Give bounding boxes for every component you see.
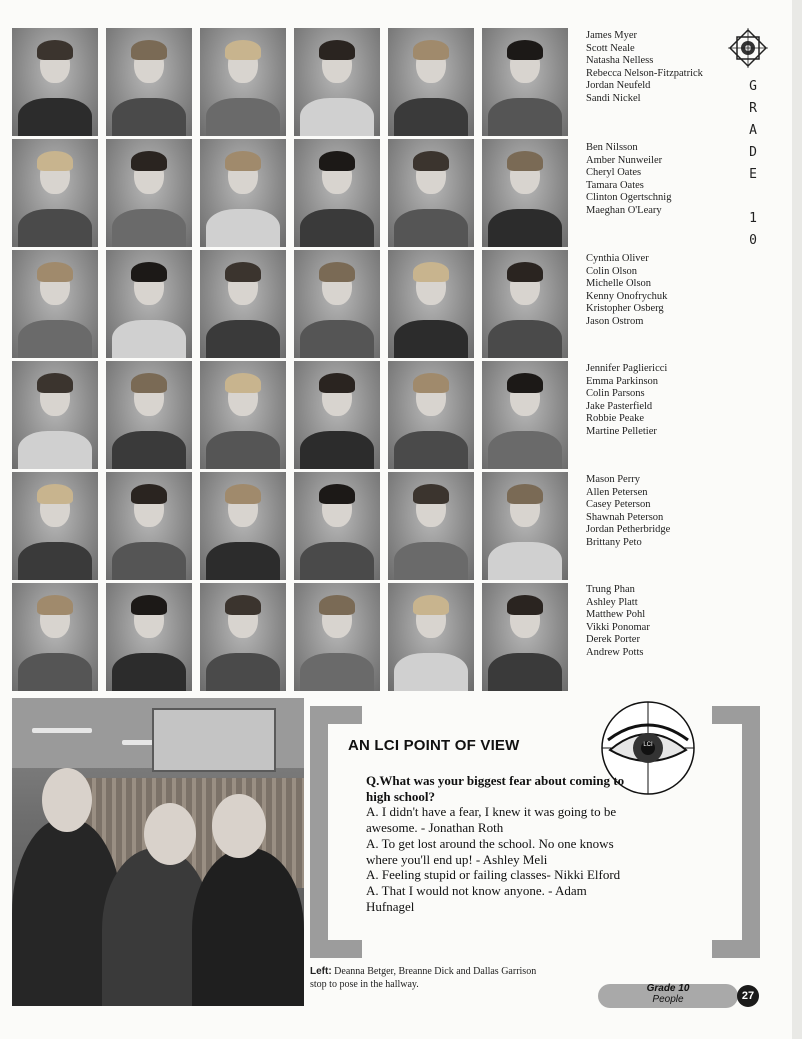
grade-letter: E (749, 167, 757, 182)
portrait-row (12, 361, 572, 469)
student-name: Derek Porter (586, 634, 640, 646)
student-name: Rebecca Nelson-Fitzpatrick (586, 67, 703, 79)
right-bracket (712, 706, 762, 958)
photo-caption (310, 966, 550, 991)
page-number: 27 (737, 985, 759, 1007)
student-portrait (106, 28, 192, 136)
student-portrait (294, 28, 380, 136)
student-name: Ben Nilsson (586, 142, 638, 153)
feature-title: AN LCI POINT OF VIEW (348, 737, 520, 754)
student-portrait (388, 28, 474, 136)
student-portrait (106, 583, 192, 691)
student-portrait (388, 139, 474, 247)
student-name-list (586, 363, 667, 439)
caption-text: Deanna Betger, Breanne Dick and Dallas Garrison stop to pose in the hallway. (310, 966, 537, 990)
student-name: Scott Neale (586, 42, 635, 54)
student-name-list (586, 474, 670, 550)
student-name: Jennifer Pagliericci (586, 363, 668, 374)
feature-answer: A. Feeling stupid or failing classes- Nikki Elford (366, 867, 621, 883)
student-name: Cynthia Oliver (586, 253, 649, 264)
student-portrait (294, 139, 380, 247)
student-name: Trung Phan (586, 584, 635, 595)
feature-question: Q.What was your biggest fear about coming to high school? (366, 773, 625, 804)
student-portrait (388, 250, 474, 358)
student-portrait (200, 583, 286, 691)
student-portrait (12, 583, 98, 691)
student-portrait (482, 583, 568, 691)
student-portrait (482, 472, 568, 580)
student-name: Martine Pelletier (586, 425, 657, 437)
grade-letter: R (749, 101, 757, 116)
student-name: James Myer (586, 30, 638, 41)
grade-vertical-label (747, 76, 759, 252)
student-portrait (388, 361, 474, 469)
student-portrait (294, 472, 380, 580)
student-name: Matthew Pohl (586, 609, 646, 621)
student-portrait (106, 361, 192, 469)
student-name: Colin Olson (586, 265, 638, 277)
grade-letter: 1 (749, 211, 757, 226)
student-portrait (482, 250, 568, 358)
student-name-list (586, 253, 667, 329)
portrait-row (12, 139, 572, 247)
student-name: Mason Perry (586, 474, 640, 485)
student-name: Ashley Platt (586, 596, 638, 608)
student-name: Vikki Ponomar (586, 621, 650, 633)
caption-lead: Left: (310, 966, 332, 977)
hallway-photo (12, 698, 304, 1006)
student-name: Cheryl Oates (586, 167, 642, 179)
footer-grade: Grade 10 (646, 983, 690, 994)
student-name: Jordan Neufeld (586, 80, 651, 92)
student-name: Sandi Nickel (586, 92, 641, 104)
student-portrait (106, 472, 192, 580)
student-name: Jordan Petherbridge (586, 524, 671, 536)
student-portrait (482, 139, 568, 247)
student-portrait (294, 583, 380, 691)
student-portrait (200, 28, 286, 136)
student-name: Kristopher Osberg (586, 303, 664, 315)
student-name: Colin Parsons (586, 388, 645, 400)
page-edge (792, 0, 802, 1039)
student-portrait (200, 250, 286, 358)
footer-label (598, 983, 738, 1005)
student-portrait (200, 361, 286, 469)
student-name: Casey Peterson (586, 499, 651, 511)
grade-letter: G (749, 79, 757, 94)
student-portrait (12, 28, 98, 136)
student-portrait (12, 361, 98, 469)
student-name: Maeghan O'Leary (586, 204, 662, 216)
student-name-list (586, 142, 671, 218)
portrait-row (12, 28, 572, 136)
student-portrait (482, 361, 568, 469)
grade-letter: A (749, 123, 757, 138)
student-name: Brittany Peto (586, 536, 642, 548)
footer-section: People (652, 994, 684, 1005)
feature-answer: A. I didn't have a fear, I knew it was going to be awesome. - Jonathan Roth (366, 804, 617, 836)
student-name: Robbie Peake (586, 413, 645, 425)
student-name: Michelle Olson (586, 278, 652, 290)
student-name: Clinton Ogertschnig (586, 192, 672, 204)
student-portrait (200, 139, 286, 247)
student-name: Amber Nunweiler (586, 154, 663, 166)
portrait-row (12, 250, 572, 358)
grade-marker (728, 28, 772, 248)
portrait-row (12, 472, 572, 580)
student-portrait (12, 139, 98, 247)
student-name: Kenny Onofrychuk (586, 290, 668, 302)
student-name: Allen Petersen (586, 486, 648, 498)
student-portrait (294, 361, 380, 469)
student-name: Emma Parkinson (586, 375, 659, 387)
student-name: Natasha Nelless (586, 55, 654, 67)
grade-letter: D (749, 145, 757, 160)
student-name: Shawnah Peterson (586, 511, 664, 523)
student-name: Tamara Oates (586, 179, 644, 191)
portrait-row (12, 583, 572, 691)
student-name: Jason Ostrom (586, 315, 644, 327)
student-name-list (586, 584, 650, 660)
student-portrait (200, 472, 286, 580)
student-portrait (12, 472, 98, 580)
feature-answer: A. That I would not know anyone. - Adam Hufnagel (366, 882, 587, 914)
grade-emblem-icon (728, 28, 768, 68)
student-portrait (12, 250, 98, 358)
grade-letter: 0 (749, 233, 757, 248)
student-portrait (106, 139, 192, 247)
student-portrait (106, 250, 192, 358)
grade-letter (747, 186, 759, 208)
student-name-list (586, 30, 703, 106)
student-portrait (388, 472, 474, 580)
eye-logo-text: LCI (643, 742, 653, 748)
student-name: Andrew Potts (586, 646, 644, 658)
feature-answer: A. To get lost around the school. No one knows where you'll end up! - Ashley Meli (366, 835, 614, 867)
student-portrait (388, 583, 474, 691)
feature-qa (366, 773, 636, 914)
student-name: Jake Pasterfield (586, 400, 653, 412)
student-portrait (482, 28, 568, 136)
student-portrait (294, 250, 380, 358)
